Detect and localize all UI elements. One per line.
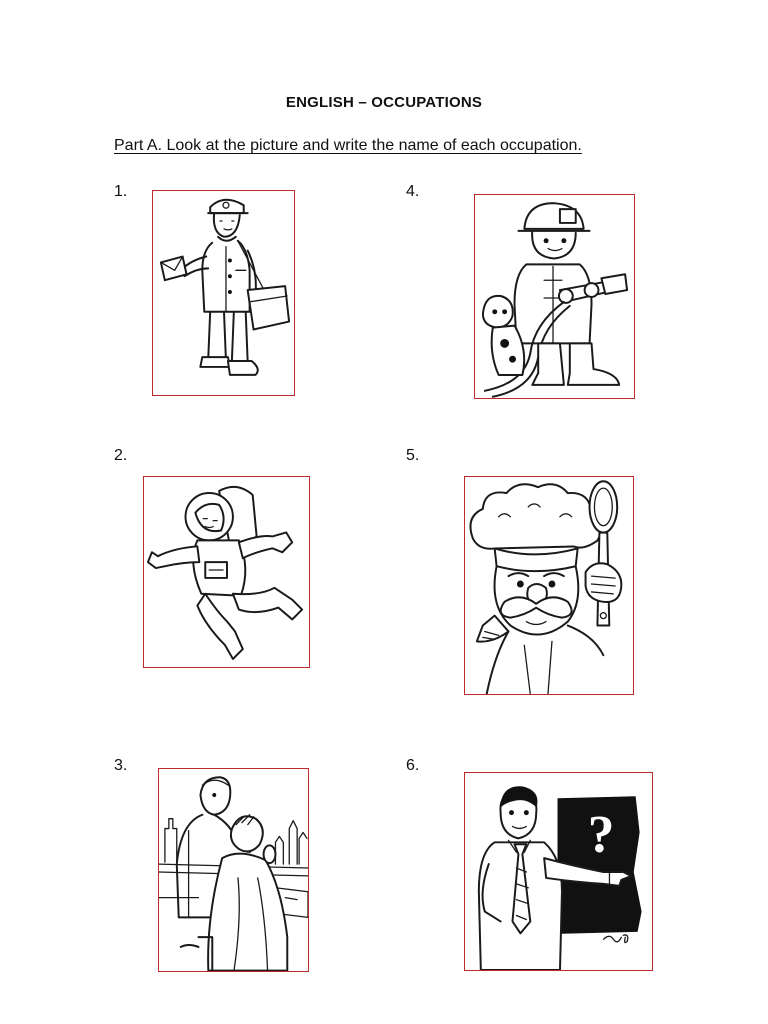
picture-frame-3 xyxy=(158,768,309,972)
part-a-instruction: Part A. Look at the picture and write the name of each occupation. xyxy=(114,137,582,154)
hairdresser-icon xyxy=(159,769,308,971)
postman-icon xyxy=(153,191,294,395)
item-number-3: 3. xyxy=(114,757,128,774)
worksheet-title: ENGLISH – OCCUPATIONS xyxy=(285,94,483,111)
item-number-1: 1. xyxy=(114,183,128,200)
picture-frame-5 xyxy=(464,476,634,695)
teacher-icon xyxy=(465,773,652,970)
item-number-2: 2. xyxy=(114,447,128,464)
astronaut-icon xyxy=(144,477,309,667)
question-mark-symbol: ? xyxy=(587,804,615,865)
picture-frame-2 xyxy=(143,476,310,668)
picture-frame-1 xyxy=(152,190,295,396)
item-number-5: 5. xyxy=(406,447,420,464)
firefighter-icon xyxy=(475,195,634,398)
item-number-6: 6. xyxy=(406,757,420,774)
chef-icon xyxy=(465,477,633,694)
picture-frame-6 xyxy=(464,772,653,971)
item-number-4: 4. xyxy=(406,183,420,200)
picture-frame-4 xyxy=(474,194,635,399)
